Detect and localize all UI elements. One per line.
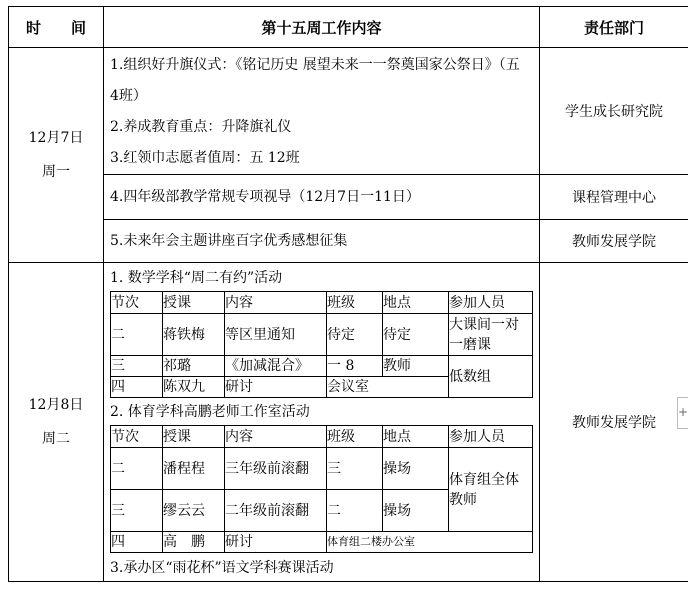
expand-marker-icon[interactable]: + (677, 397, 688, 429)
day1-item-1: 1.组织好升旗仪式：《铭记历史 展望未来一一祭奠国家公祭日》（五 4班） (110, 57, 520, 104)
header-time: 时 间 (9, 7, 104, 48)
pe-r3-period: 四 (111, 532, 163, 553)
day1-item-4: 4.四年级部教学常规专项视导（12月7日一11日） (110, 188, 420, 205)
day1-date: 12月7日 (28, 130, 84, 146)
math-r3-topic: 研讨 (225, 377, 327, 398)
day1-row-1 (9, 48, 688, 175)
math-header-participants: 参加人员 (449, 292, 533, 314)
math-r1-location: 待定 (383, 314, 449, 356)
day2-time-cell (9, 263, 104, 582)
math-header-topic: 内容 (225, 292, 327, 314)
day2-content (104, 263, 540, 582)
day2-item2-title: 2. 体育学科高鹏老师工作室活动 (110, 404, 310, 420)
header-dept: 责任部门 (540, 7, 688, 48)
day1-block1-dept: 学生成长研究院 (540, 48, 688, 175)
math-header-class: 班级 (327, 292, 383, 314)
math-r3-location: 会议室 (327, 377, 449, 398)
pe-header-period: 节次 (111, 426, 163, 448)
math-r2-participants: 低数组 (449, 356, 533, 398)
math-header-row (111, 292, 533, 314)
math-r1-teacher: 蒋铁梅 (163, 314, 225, 356)
table-row (111, 314, 533, 356)
math-r2-class: 一 8 (327, 356, 383, 377)
math-activity-table (110, 291, 533, 398)
day1-item-2: 2.养成教育重点：升降旗礼仪 (110, 119, 292, 135)
pe-r1-class: 三 (327, 448, 383, 490)
pe-header-participants: 参加人员 (449, 426, 533, 448)
math-header-teacher: 授课 (163, 292, 225, 314)
day2-date: 12月8日 (28, 397, 84, 413)
math-r1-participants: 大课间一对一磨课 (449, 314, 533, 356)
pe-r1-period: 二 (111, 448, 163, 490)
math-r1-period: 二 (111, 314, 163, 356)
pe-r1-topic: 三年级前滚翻 (225, 448, 327, 490)
pe-participants: 体育组全体教师 (449, 448, 533, 532)
day1-block1 (104, 48, 540, 175)
day2-weekday: 周二 (42, 431, 70, 447)
weekly-schedule-table (8, 6, 688, 582)
table-row (111, 532, 533, 553)
pe-r2-period: 三 (111, 490, 163, 532)
day1-item-5: 5.未来年会主题讲座百字优秀感想征集 (110, 232, 348, 249)
table-row (111, 356, 533, 377)
day1-block3-dept: 教师发展学院 (540, 220, 688, 263)
math-r3-teacher: 陈双九 (163, 377, 225, 398)
day2-row (9, 263, 688, 582)
header-content: 第十五周工作内容 (104, 7, 540, 48)
day1-block3 (104, 220, 540, 263)
day1-time-cell (9, 48, 104, 263)
pe-r3-topic: 研讨 (225, 532, 327, 553)
day1-row-3 (9, 220, 688, 263)
pe-activity-table (110, 425, 533, 553)
day1-block2 (104, 175, 540, 220)
pe-r1-location: 操场 (383, 448, 449, 490)
pe-header-topic: 内容 (225, 426, 327, 448)
day1-row-2 (9, 175, 688, 220)
pe-r2-location: 操场 (383, 490, 449, 532)
pe-r2-class: 二 (327, 490, 383, 532)
day2-dept: 教师发展学院 (540, 263, 688, 582)
math-r2-period: 三 (111, 356, 163, 377)
day2-item3-title: 3.承办区“雨花杯”语文学科赛课活动 (110, 560, 334, 576)
day1-item-3: 3.红领巾志愿者值周：五 12班 (110, 150, 300, 166)
math-r1-topic: 等区里通知 (225, 314, 327, 356)
pe-header-row (111, 426, 533, 448)
pe-r2-teacher: 缪云云 (163, 490, 225, 532)
math-r1-class: 待定 (327, 314, 383, 356)
table-row (111, 448, 533, 490)
day2-item1-title: 1. 数学学科“周二有约”活动 (110, 270, 283, 286)
day1-weekday: 周一 (42, 164, 70, 180)
pe-header-class: 班级 (327, 426, 383, 448)
header-row (9, 7, 688, 48)
math-header-location: 地点 (383, 292, 449, 314)
math-r2-topic: 《加减混合》 (225, 356, 327, 377)
pe-r3-location: 体育组二楼办公室 (327, 532, 533, 553)
day1-block2-dept: 课程管理中心 (540, 175, 688, 220)
pe-header-teacher: 授课 (163, 426, 225, 448)
math-r2-location: 教师 (383, 356, 449, 377)
pe-header-location: 地点 (383, 426, 449, 448)
math-r3-period: 四 (111, 377, 163, 398)
pe-r1-teacher: 潘程程 (163, 448, 225, 490)
pe-r3-teacher: 高 鹏 (163, 532, 225, 553)
pe-r2-topic: 二年级前滚翻 (225, 490, 327, 532)
math-r2-teacher: 祁璐 (163, 356, 225, 377)
math-header-period: 节次 (111, 292, 163, 314)
